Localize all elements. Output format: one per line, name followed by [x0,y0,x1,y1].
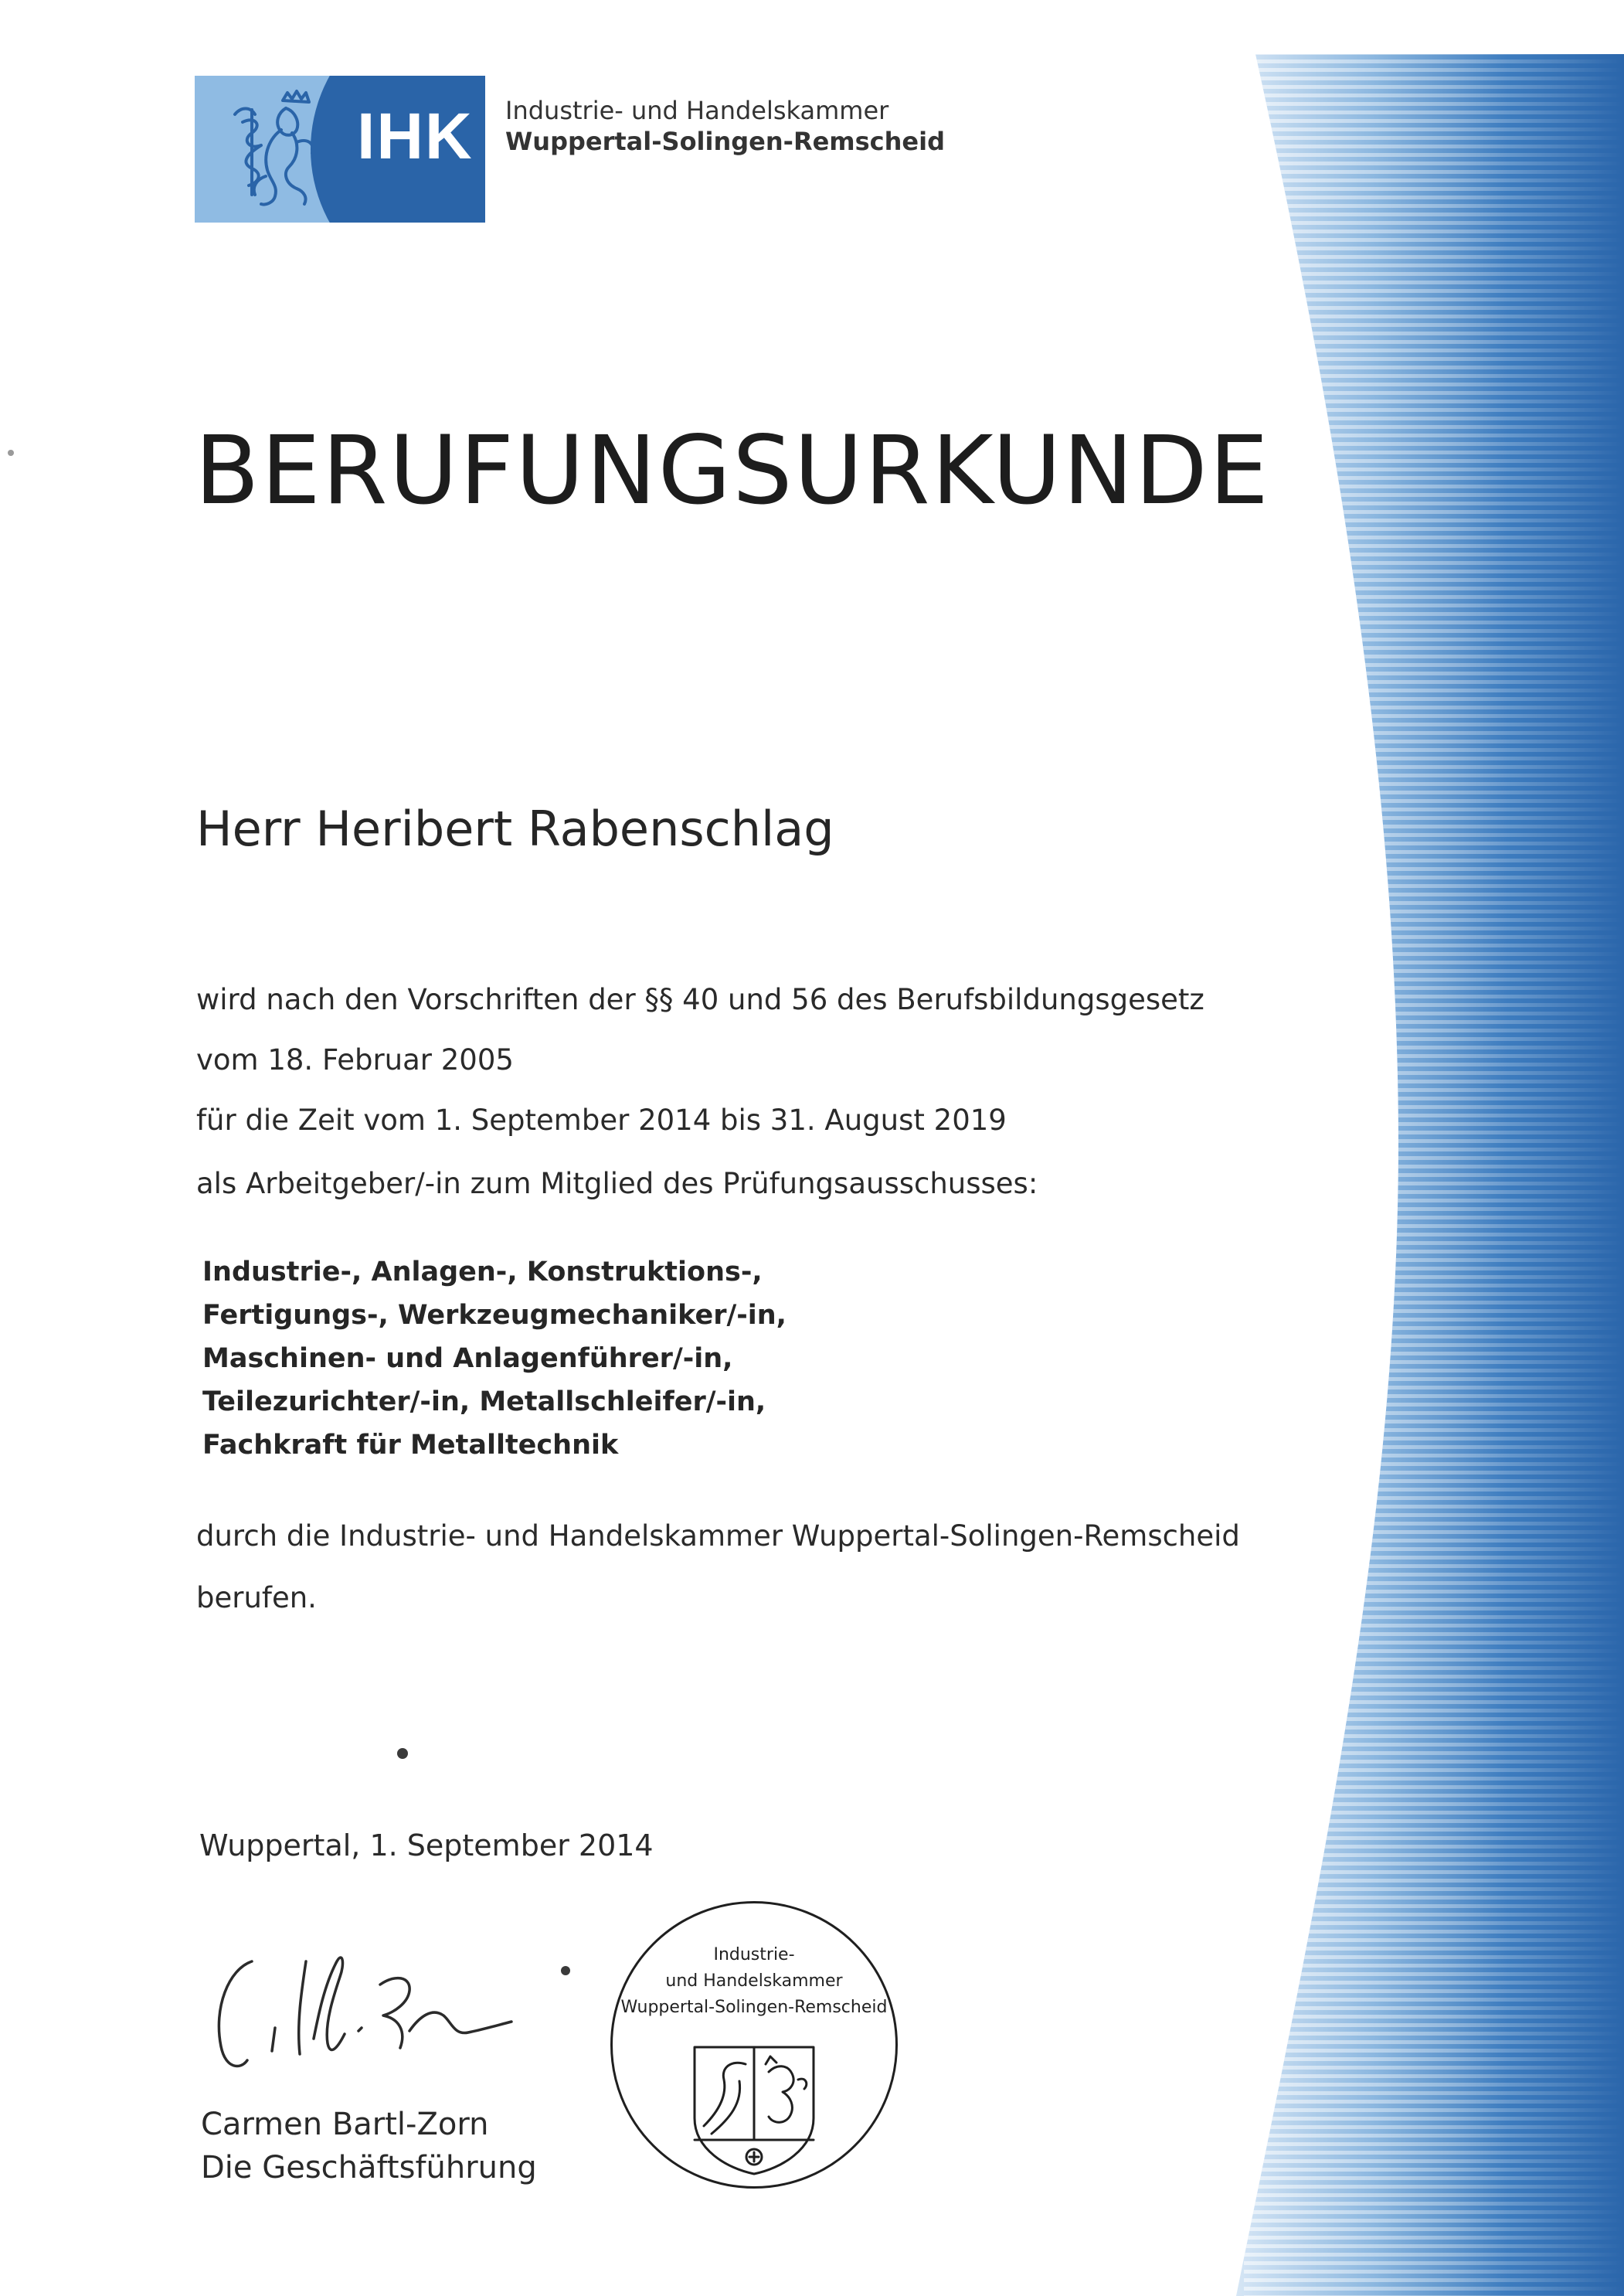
committee-line: Maschinen- und Anlagenführer/-in, [202,1343,733,1374]
logo-ihk-text: IHK [357,100,474,172]
seal-text-line: und Handelskammer [665,1971,843,1991]
body-line-term: für die Zeit vom 1. September 2014 bis 31. August 2019 [196,1104,1007,1137]
nrw-coat-of-arms-icon [688,2041,820,2176]
chamber-name-line2: Wuppertal-Solingen-Remscheid [505,127,945,156]
rampant-lion-emblem-icon [212,83,328,215]
committee-line: Fertigungs-, Werkzeugmechaniker/-in, [202,1300,787,1331]
scan-speck [8,450,14,456]
committee-line: Industrie-, Anlagen-, Konstruktions-, [202,1257,763,1287]
document-title: BERUFUNGSURKUNDE [195,416,1270,526]
body-line-legal-basis: wird nach den Vorschriften der §§ 40 und 56 des Berufsbildungsgesetz [196,983,1204,1016]
seal-text-line: Industrie- [713,1945,795,1964]
body-line-role: als Arbeitgeber/-in zum Mitglied des Prüfungsausschusses: [196,1167,1038,1200]
place-and-date: Wuppertal, 1. September 2014 [199,1828,654,1862]
seal-text-line: Wuppertal-Solingen-Remscheid [620,1998,888,2017]
body-line-appointed: berufen. [196,1581,317,1614]
body-line-law-date: vom 18. Februar 2005 [196,1043,514,1077]
body-line-issuer: durch die Industrie- und Handelskammer Wuppertal-Solingen-Remscheid [196,1519,1240,1553]
scan-speck [561,1966,570,1975]
signatory-role: Die Geschäftsführung [201,2150,537,2185]
ihk-logo [195,76,485,223]
recipient-name: Herr Heribert Rabenschlag [196,801,834,857]
signatory-name: Carmen Bartl-Zorn [201,2107,489,2142]
scan-speck [397,1748,408,1759]
chamber-name-line1: Industrie- und Handelskammer [505,96,889,125]
official-seal-stamp [610,1901,898,2189]
committee-line: Teilezurichter/-in, Metallschleifer/-in, [202,1386,766,1417]
committee-line: Fachkraft für Metalltechnik [202,1430,619,1461]
handwritten-signature [198,1938,569,2093]
